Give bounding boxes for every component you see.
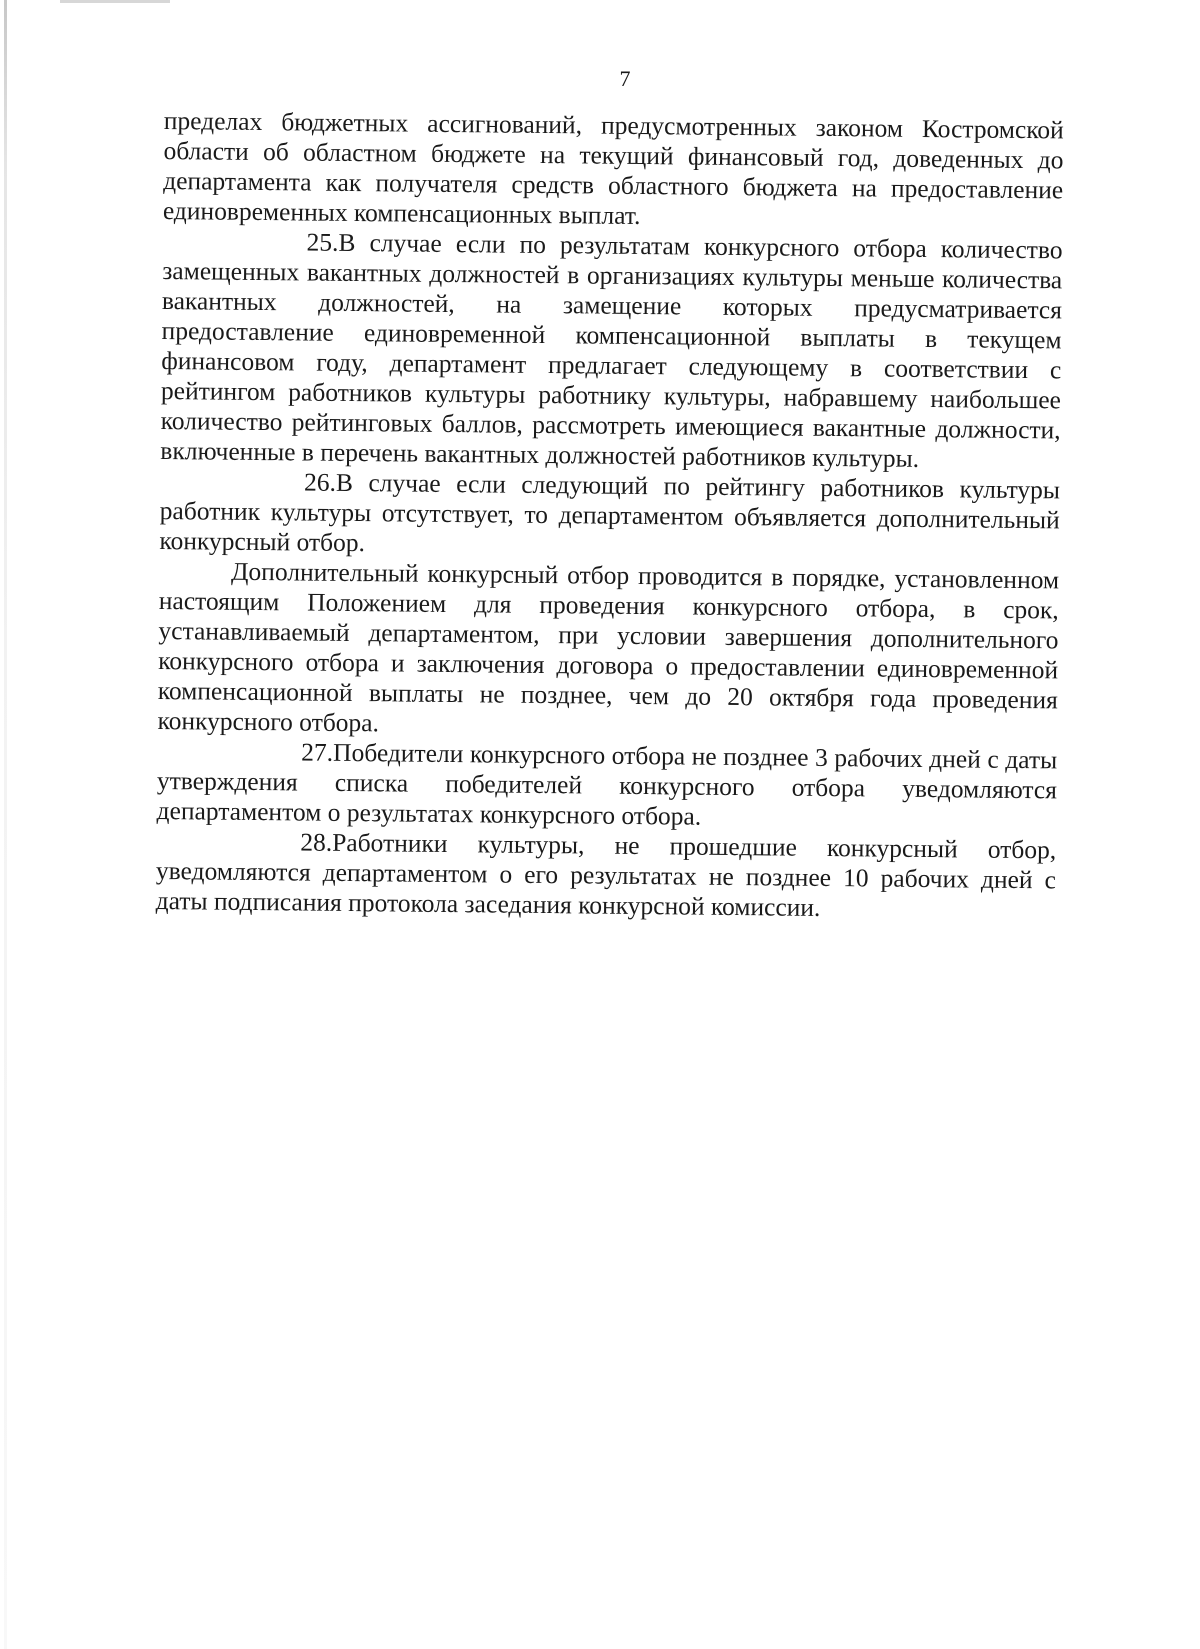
paragraph-text: В случае если по результатам конкурсного отбора количество замещенных вакантных должностей в организациях культуры меньше количества вакантных должностей, на замещение которых предусматривается предоставление единовременной компенсационной выплаты в текущем финансовом году, департамент предлагает следующему в соответствии с рейтингом работников культуры работнику культуры, набравшему наибольшее количество рейтинговых баллов, рассмотреть имеющиеся вакантные должности, включенные в перечень вакантных должностей работников культуры.: [160, 227, 1063, 473]
paragraph-text: В случае если следующий по рейтингу работников культуры работник культуры отсутствует, то департаментом объявляется дополнительный конкурсный отбор.: [159, 467, 1061, 558]
paragraph-28: [156, 826, 1057, 925]
paragraph-25: [160, 226, 1062, 475]
paragraph-26-additional: [157, 556, 1059, 745]
paragraph-27: [156, 736, 1057, 835]
paragraph-number: 26.: [303, 467, 337, 497]
paragraph-number: 25.: [306, 227, 339, 257]
page-number: 7: [619, 66, 631, 91]
paragraph-text: Победители конкурсного отбора не позднее 3 рабочих дней с даты утверждения списка победителей конкурсного отбора уведомляются департаментом о результатах конкурсного отбора.: [156, 737, 1058, 831]
paragraph-26: [159, 466, 1060, 565]
paragraph-text: Дополнительный конкурсный отбор проводится в порядке, установленном настоящим Положением для проведения конкурсного отбора, в срок, устанавливаемый департаментом, при условии завершения дополнительного конкурсного отбора и заключения договора о предоставлении единовременной компенсационной выплаты не позднее, чем до 20 октября года проведения конкурсного отбора.: [157, 556, 1060, 738]
paragraph-text: Работники культуры, не прошедшие конкурсный отбор, уведомляются департаментом о его результатах не позднее 10 рабочих дней с даты подписания протокола заседания конкурсной комиссии.: [155, 827, 1057, 922]
paragraph-number: 28.: [300, 827, 333, 857]
scan-edge-top: [60, 0, 170, 3]
paragraph-number: 27.: [301, 737, 334, 767]
document-body: [156, 106, 1064, 925]
paragraph-continuation: [163, 106, 1064, 235]
scan-edge-left: [4, 0, 7, 1649]
paragraph-text: пределах бюджетных ассигнований, предусмотренных законом Костромской области об областном бюджете на текущий финансовый год, доведенных до департамента как получателя средств областного бюджета на предоставление единовременных компенсационных выплат.: [162, 106, 1064, 230]
